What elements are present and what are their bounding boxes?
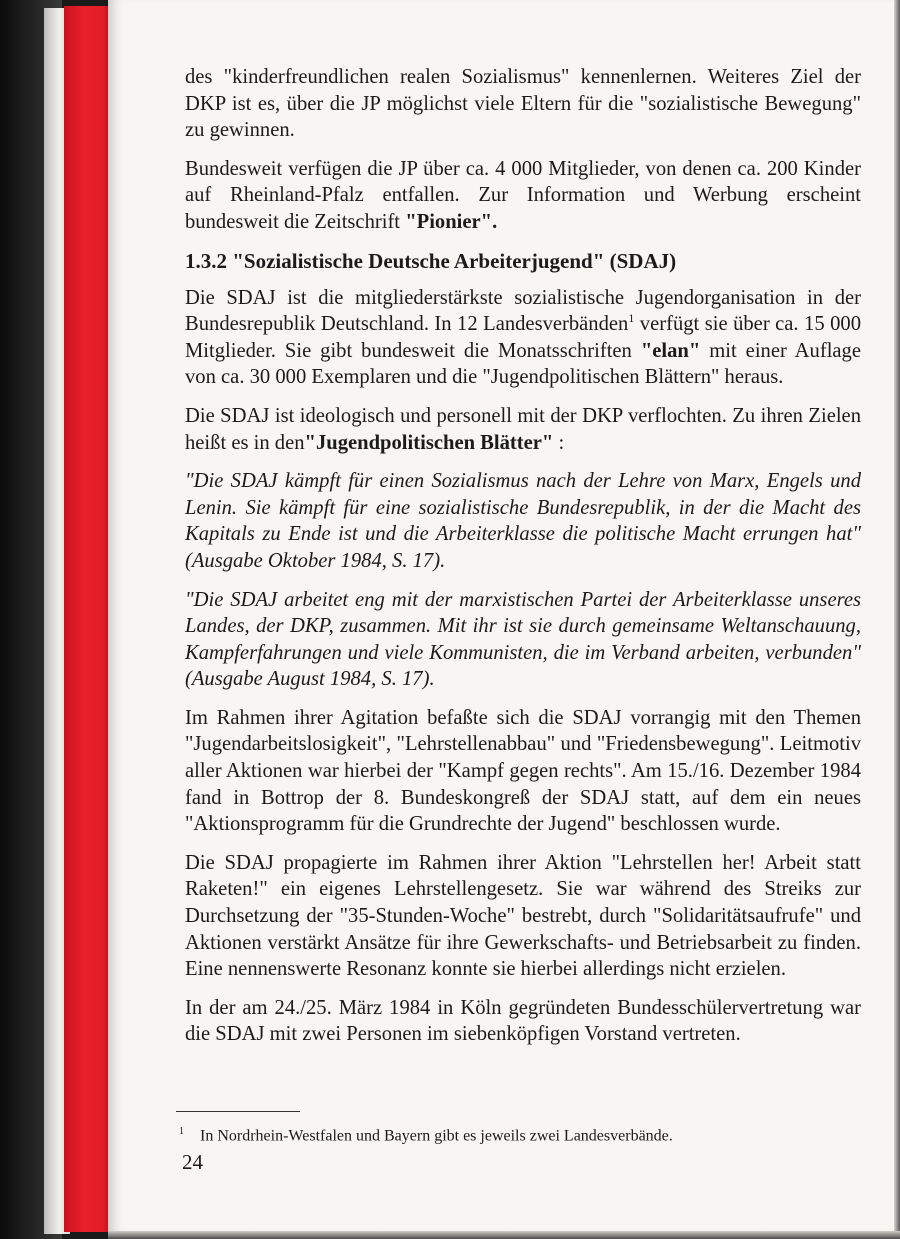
quote-august: "Die SDAJ arbeitet eng mit der marxistischen Partei der Arbeiterklasse unseres Landes, der DKP, zusammen. Mit ihr ist sie durch gemeinsame Weltanschauung, Kampferfahrungen und viele Kommunisten, die im Verband arbeiten, verbunden" (Ausgabe August 1984, S. 17). (185, 588, 861, 691)
paragraph-sdaj-overview-c: mit einer Auflage von ca. 30 000 Exemplaren und die "Jugendpolitischen Blättern" heraus. (185, 339, 861, 389)
footnote-reference: 1 (628, 311, 635, 326)
paragraph-membership-text: Bundesweit verfügen die JP über ca. 4 000 Mitglieder, von denen ca. 200 Kinder auf Rheinland-Pfalz entfallen. Zur Information und Werbung erscheint bundesweit die Zeitschrift (185, 157, 861, 233)
page-body (185, 64, 861, 1060)
paragraph-ideology (185, 403, 861, 456)
paragraph-schuelervertretung: In der am 24./25. März 1984 in Köln gegründeten Bundesschülervertretung war die SDAJ mit zwei Personen im siebenköpfigen Vorstand vertreten. (185, 996, 861, 1046)
footnote-divider (176, 1111, 300, 1112)
paragraph-lehrstellen: Die SDAJ propagierte im Rahmen ihrer Aktion "Lehrstellen her! Arbeit statt Raketen!" ein eigenes Lehrstellengesetz. Sie war während des Streiks zur Durchsetzung der "35-Stunden-Woche" bestrebt, durch "Solidaritätsaufrufe" und Aktionen verstärkt Ansätze für ihre Gewerkschafts- und Betriebsarbeit zu finden. Eine nennenswerte Resonanz konnte sie hierbei allerdings nicht erzielen. (185, 851, 861, 981)
paragraph-agitation: Im Rahmen ihrer Agitation befaßte sich die SDAJ vorrangig mit den Themen "Jugendarbeitslosigkeit", "Lehrstellenabbau" und "Friedensbewegung". Leitmotiv aller Aktionen war hierbei der "Kampf gegen rechts". Am 15./16. Dezember 1984 fand in Bottrop der 8. Bundeskongreß der SDAJ statt, auf dem ein neues "Aktionsprogramm für die Grundrechte der Jugend" beschlossen wurde. (185, 706, 861, 836)
paragraph-sdaj-overview-b: verfügt sie über ca. 15 000 Mitglieder. Sie gibt bundesweit die Monatsschriften (185, 313, 861, 362)
footnote-mark: 1 (179, 1126, 184, 1137)
page-right-edge (894, 0, 900, 1239)
paragraph-sdaj-overview-a: Die SDAJ ist die mitgliederstärkste sozialistische Jugendorganisation in der Bundesrepublik Deutschland. In 12 Landesverbänden (185, 286, 861, 336)
footnote (179, 1122, 859, 1146)
page-number: 24 (182, 1150, 203, 1174)
paragraph-ideology-text: Die SDAJ ist ideologisch und personell mit der DKP verflochten. Zu ihren Zielen heißt es in den (185, 404, 861, 454)
red-margin-strip (64, 6, 110, 1232)
footnote-text: In Nordrhein-Westfalen und Bayern gibt es jeweils zwei Landesverbände. (200, 1127, 673, 1145)
quote-october: "Die SDAJ kämpft für einen Sozialismus nach der Lehre von Marx, Engels und Lenin. Sie kämpft für eine sozialistische Bundesrepublik, in der die Macht des Kapitals zu Ende ist und die Arbeiterklasse die politische Macht errungen hat" (Ausgabe Oktober 1984, S. 17). (185, 470, 861, 572)
section-heading: 1.3.2 "Sozialistische Deutsche Arbeiterjugend" (SDAJ) (185, 248, 677, 273)
journal-title-elan: "elan" (640, 339, 701, 362)
journal-title-pionier: "Pionier". (405, 210, 498, 233)
paragraph-intro: des "kinderfreundlichen realen Sozialismus" kennenlernen. Weiteres Ziel der DKP ist es, über die JP möglichst viele Eltern für die "sozialistische Bewegung" zu gewinnen. (185, 66, 861, 142)
journal-title-blaetter: "Jugendpolitischen Blätter" (304, 431, 554, 454)
paragraph-membership (185, 156, 861, 236)
page-bottom-edge (108, 1231, 900, 1239)
paragraph-ideology-end: : (553, 431, 565, 454)
paragraph-sdaj-overview (185, 285, 861, 391)
